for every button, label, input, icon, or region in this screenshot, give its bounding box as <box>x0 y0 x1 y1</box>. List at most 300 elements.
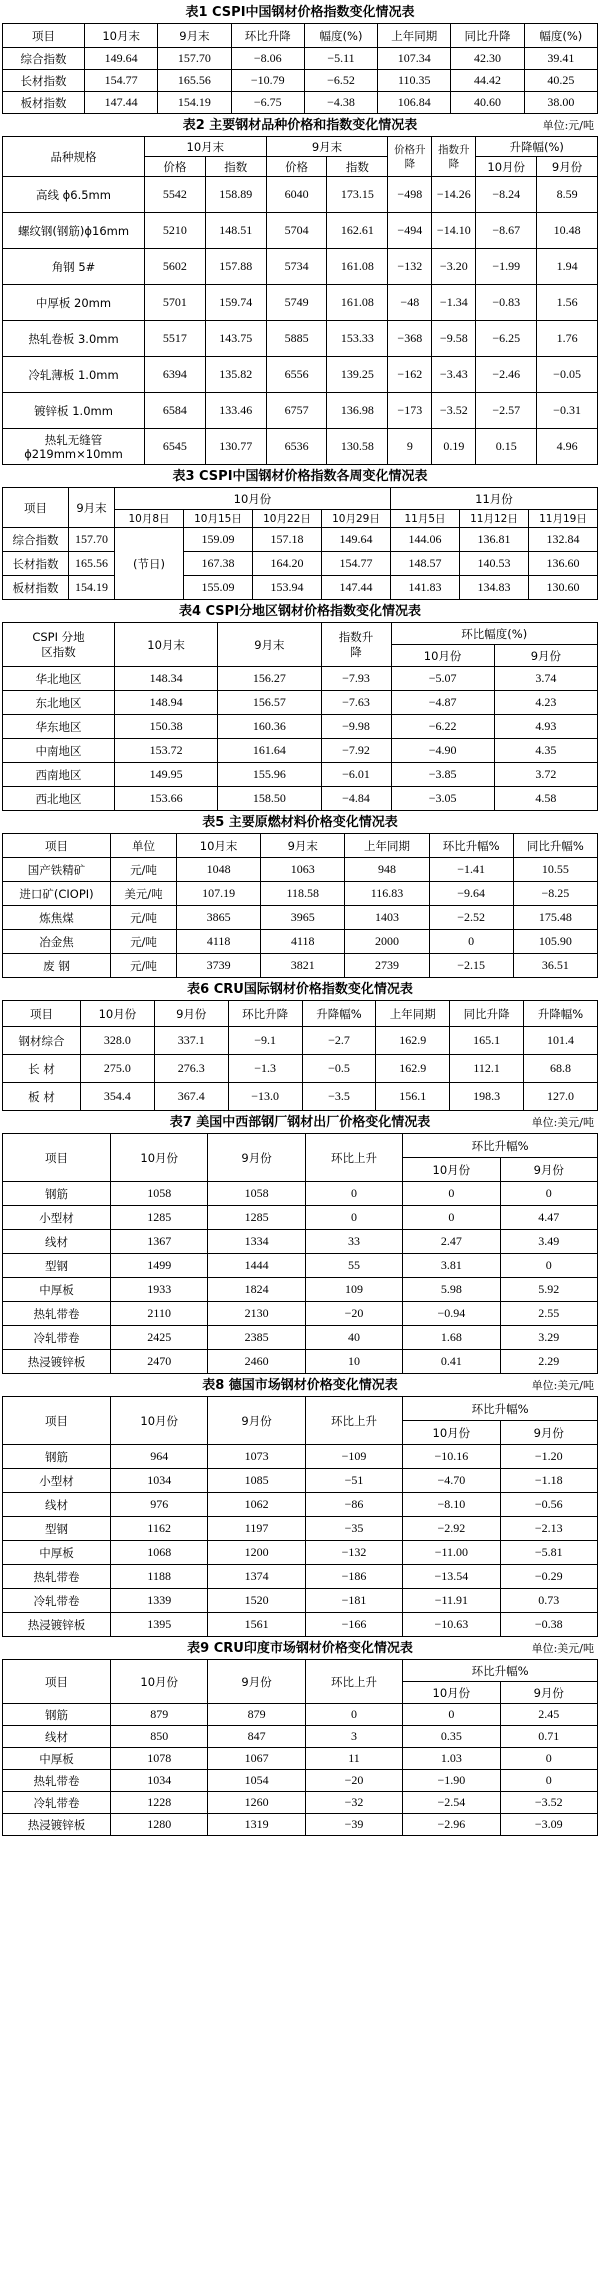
table-cell: 38.00 <box>524 92 597 114</box>
table-cell: −9.58 <box>432 321 476 357</box>
table-cell: 1048 <box>177 858 261 882</box>
table-cell: −14.26 <box>432 177 476 213</box>
table-cell: 1285 <box>111 1206 208 1230</box>
table9-row-label: 冷轧带卷 <box>3 1792 111 1814</box>
table3-col-sep-end: 9月末 <box>69 488 115 528</box>
table-cell: 10.55 <box>513 858 597 882</box>
table-cell: 105.90 <box>513 930 597 954</box>
table-cell: 276.3 <box>154 1055 228 1083</box>
table-cell: 3865 <box>177 906 261 930</box>
table2-title <box>2 116 598 136</box>
table-row <box>3 906 598 930</box>
table5-header-row <box>3 834 598 858</box>
table-row <box>3 357 598 393</box>
table5-title: 表5 主要原燃材料价格变化情况表 <box>202 815 398 830</box>
table-cell: 149.95 <box>115 763 218 787</box>
table-cell: −0.05 <box>537 357 598 393</box>
table-cell: −10.63 <box>403 1613 500 1637</box>
table9-title <box>2 1639 598 1659</box>
table6 <box>2 1000 598 1111</box>
table-cell: 68.8 <box>524 1055 598 1083</box>
table7-row-label: 热浸镀锌板 <box>3 1350 111 1374</box>
table-cell: −9.98 <box>321 715 391 739</box>
table3-cell: 140.53 <box>460 552 529 576</box>
table-cell: −2.52 <box>429 906 513 930</box>
table-cell: 1824 <box>208 1278 305 1302</box>
table-cell: −8.10 <box>403 1493 500 1517</box>
table-cell: 337.1 <box>154 1027 228 1055</box>
table-cell: 328.0 <box>81 1027 155 1055</box>
table-cell: 1.94 <box>537 249 598 285</box>
table-cell: −5.81 <box>500 1541 597 1565</box>
table8-row-label: 热轧带卷 <box>3 1565 111 1589</box>
table-cell: 11 <box>305 1748 402 1770</box>
table-cell: 42.30 <box>451 48 524 70</box>
table-cell: 156.27 <box>218 667 321 691</box>
table-cell: 4.96 <box>537 429 598 465</box>
table2-unit: 单位:元/吨 <box>542 119 594 132</box>
table4-col-pct-sep: 9月份 <box>494 645 597 667</box>
table-cell: −20 <box>305 1770 402 1792</box>
table6-col-mom-pct: 升降幅% <box>302 1001 376 1027</box>
table-row <box>3 552 598 576</box>
table7-col-sep: 9月份 <box>208 1134 305 1182</box>
table-row <box>3 1083 598 1111</box>
table-cell: 1067 <box>208 1748 305 1770</box>
table9-col-mom-change: 环比上升 <box>305 1660 402 1704</box>
table-cell: −132 <box>388 249 432 285</box>
table4-row-label: 西北地区 <box>3 787 115 811</box>
table-row <box>3 213 598 249</box>
table-row <box>3 528 598 552</box>
table2-row-label: 角钢 5# <box>3 249 145 285</box>
table2-row-label: 热轧卷板 3.0mm <box>3 321 145 357</box>
table-cell: 1395 <box>111 1613 208 1637</box>
table-row <box>3 1254 598 1278</box>
table-cell: 147.44 <box>85 92 158 114</box>
table2-row-label: 镀锌板 1.0mm <box>3 393 145 429</box>
table2-col-sep-index: 指数 <box>327 157 388 177</box>
table-cell: −109 <box>305 1445 402 1469</box>
table-cell: −166 <box>305 1613 402 1637</box>
table-cell: 1162 <box>111 1517 208 1541</box>
table-cell: 948 <box>345 858 429 882</box>
table-cell: 3.72 <box>494 763 597 787</box>
table3-cell: 154.77 <box>322 552 391 576</box>
table2-col-pct-sep: 9月份 <box>537 157 598 177</box>
table-cell: 4.35 <box>494 739 597 763</box>
table6-col-sep: 9月份 <box>154 1001 228 1027</box>
table-cell: −1.3 <box>228 1055 302 1083</box>
table-row <box>3 1565 598 1589</box>
table-cell: −8.24 <box>476 177 537 213</box>
table-cell: 2000 <box>345 930 429 954</box>
table-cell: −35 <box>305 1517 402 1541</box>
table-cell: 116.83 <box>345 882 429 906</box>
table-cell: −368 <box>388 321 432 357</box>
table7-col-pct-sep: 9月份 <box>500 1158 597 1182</box>
table-cell: 0 <box>403 1182 500 1206</box>
table-cell: 44.42 <box>451 70 524 92</box>
table-cell: −0.29 <box>500 1565 597 1589</box>
table-cell: −498 <box>388 177 432 213</box>
table-cell: −1.20 <box>500 1445 597 1469</box>
table-cell: 139.25 <box>327 357 388 393</box>
table-cell: 1073 <box>208 1445 305 1469</box>
table6-col-oct: 10月份 <box>81 1001 155 1027</box>
table9-row-label: 钢筋 <box>3 1704 111 1726</box>
table2-section <box>2 116 598 465</box>
table3-cell: 144.06 <box>391 528 460 552</box>
table-cell: 40 <box>305 1326 402 1350</box>
table-row <box>3 1589 598 1613</box>
table-cell: 101.4 <box>524 1027 598 1055</box>
table-cell: 110.35 <box>378 70 451 92</box>
table-cell: 5517 <box>145 321 206 357</box>
table-cell: 0 <box>403 1704 500 1726</box>
table-cell: −132 <box>305 1541 402 1565</box>
table-cell: 850 <box>111 1726 208 1748</box>
table8-col-sep: 9月份 <box>208 1397 305 1445</box>
table-cell: 165.56 <box>158 70 231 92</box>
table-cell: −7.93 <box>321 667 391 691</box>
table-cell: 156.1 <box>376 1083 450 1111</box>
table2-row-label: 螺纹钢(钢筋)ϕ16mm <box>3 213 145 249</box>
table-cell: 4.23 <box>494 691 597 715</box>
table-cell: 6536 <box>266 429 327 465</box>
table9-col-item: 项目 <box>3 1660 111 1704</box>
table-cell: −4.90 <box>391 739 494 763</box>
table-cell: −0.38 <box>500 1613 597 1637</box>
table-row <box>3 177 598 213</box>
table3-cell: 132.84 <box>529 528 598 552</box>
table-cell: 40.25 <box>524 70 597 92</box>
table3-holiday: (节日) <box>115 528 184 600</box>
table8-col-pct-oct: 10月份 <box>403 1421 500 1445</box>
table2-col-pct-oct: 10月份 <box>476 157 537 177</box>
table-row <box>3 48 598 70</box>
table1-title: 表1 CSPI中国钢材价格指数变化情况表 <box>185 5 415 20</box>
table-cell: 153.33 <box>327 321 388 357</box>
table9-col-sep: 9月份 <box>208 1660 305 1704</box>
table-cell: 367.4 <box>154 1083 228 1111</box>
table-cell: −0.5 <box>302 1055 376 1083</box>
table-cell: 175.48 <box>513 906 597 930</box>
table-cell: 5.92 <box>500 1278 597 1302</box>
table-cell: 130.77 <box>205 429 266 465</box>
table-row <box>3 858 598 882</box>
table-cell: 3.74 <box>494 667 597 691</box>
table-cell: 4.58 <box>494 787 597 811</box>
table-cell: 130.58 <box>327 429 388 465</box>
table3-week-2: 10月15日 <box>184 510 253 528</box>
table-cell: −2.92 <box>403 1517 500 1541</box>
table5-row-label: 废 钢 <box>3 954 111 978</box>
table-cell: 6757 <box>266 393 327 429</box>
table3-col-nov: 11月份 <box>391 488 598 510</box>
table9-section <box>2 1639 598 1836</box>
table8-col-pct-sep: 9月份 <box>500 1421 597 1445</box>
table-cell: −2.96 <box>403 1814 500 1836</box>
table-cell: −2.46 <box>476 357 537 393</box>
table-cell: 148.34 <box>115 667 218 691</box>
table2-col-pct: 升降幅(%) <box>476 137 598 157</box>
table-cell: −13.54 <box>403 1565 500 1589</box>
table9-row-label: 热浸镀锌板 <box>3 1814 111 1836</box>
table-cell: −8.25 <box>513 882 597 906</box>
table-cell: 55 <box>305 1254 402 1278</box>
table8 <box>2 1396 598 1637</box>
table-cell: 354.4 <box>81 1083 155 1111</box>
table-row <box>3 1493 598 1517</box>
table8-col-oct: 10月份 <box>111 1397 208 1445</box>
table3-cell: 136.81 <box>460 528 529 552</box>
table-cell: 165.1 <box>450 1027 524 1055</box>
table8-row-label: 冷轧带卷 <box>3 1589 111 1613</box>
table3-col-item: 项目 <box>3 488 69 528</box>
table-cell: 159.74 <box>205 285 266 321</box>
table-cell: 1.03 <box>403 1748 500 1770</box>
table-row <box>3 1445 598 1469</box>
table2-header-row-1 <box>3 137 598 157</box>
table3-cell: 153.94 <box>253 576 322 600</box>
table3-header-row-1 <box>3 488 598 510</box>
table-cell: 1200 <box>208 1541 305 1565</box>
table-cell: 158.89 <box>205 177 266 213</box>
table7-col-mom-change: 环比上升 <box>305 1134 402 1182</box>
table-cell: 1285 <box>208 1206 305 1230</box>
table-cell: −13.0 <box>228 1083 302 1111</box>
table-cell: 109 <box>305 1278 402 1302</box>
table-cell: 1062 <box>208 1493 305 1517</box>
table9-unit: 单位:美元/吨 <box>531 1642 594 1655</box>
table-cell: −0.56 <box>500 1493 597 1517</box>
table3-cell: 148.57 <box>391 552 460 576</box>
table-cell: 847 <box>208 1726 305 1748</box>
table-cell: −1.41 <box>429 858 513 882</box>
table8-row-label: 小型材 <box>3 1469 111 1493</box>
table6-row-label: 钢材综合 <box>3 1027 81 1055</box>
table5-row-label: 炼焦煤 <box>3 906 111 930</box>
table-cell: 3 <box>305 1726 402 1748</box>
table-cell: −20 <box>305 1302 402 1326</box>
table-cell: 162.9 <box>376 1027 450 1055</box>
table2-title-text: 表2 主要钢材品种价格和指数变化情况表 <box>182 118 418 133</box>
table-cell: −0.31 <box>537 393 598 429</box>
table3-week-3: 10月22日 <box>253 510 322 528</box>
table2-row-label: 中厚板 20mm <box>3 285 145 321</box>
table-cell: 198.3 <box>450 1083 524 1111</box>
table-cell: 10 <box>305 1350 402 1374</box>
table-cell: −186 <box>305 1565 402 1589</box>
table-cell: 0 <box>305 1182 402 1206</box>
table-cell: −3.43 <box>432 357 476 393</box>
table7-row-label: 热轧带卷 <box>3 1302 111 1326</box>
table8-row-label: 线材 <box>3 1493 111 1517</box>
table-cell: 0 <box>403 1206 500 1230</box>
table1-col-sep-end: 9月末 <box>158 24 231 48</box>
table4-title: 表4 CSPI分地区钢材价格指数变化情况表 <box>178 604 422 619</box>
table-cell: 6040 <box>266 177 327 213</box>
table-cell: 5602 <box>145 249 206 285</box>
table-cell: 2110 <box>111 1302 208 1326</box>
table-cell: 1.68 <box>403 1326 500 1350</box>
table-cell: 1499 <box>111 1254 208 1278</box>
table-cell: 1444 <box>208 1254 305 1278</box>
table-cell: 3965 <box>261 906 345 930</box>
table1-row-label: 板材指数 <box>3 92 85 114</box>
table3-cell: 155.09 <box>184 576 253 600</box>
table5-section <box>2 813 598 978</box>
table-cell: 1058 <box>111 1182 208 1206</box>
table-cell: −4.38 <box>304 92 377 114</box>
table4-row-label: 西南地区 <box>3 763 115 787</box>
table-row <box>3 249 598 285</box>
table5-col-unit: 单位 <box>111 834 177 858</box>
table8-header-row-1 <box>3 1397 598 1421</box>
table-cell: −3.20 <box>432 249 476 285</box>
table2-col-oct-end: 10月末 <box>145 137 267 157</box>
table-cell: 153.72 <box>115 739 218 763</box>
table-cell: 39.41 <box>524 48 597 70</box>
table-cell: 10.48 <box>537 213 598 249</box>
table-cell: 149.64 <box>85 48 158 70</box>
table-cell: −494 <box>388 213 432 249</box>
table-cell: 2739 <box>345 954 429 978</box>
table1-row-label: 长材指数 <box>3 70 85 92</box>
table-cell: 1403 <box>345 906 429 930</box>
table-cell: 3739 <box>177 954 261 978</box>
table9-col-pct-sep: 9月份 <box>500 1682 597 1704</box>
table5-col-item: 项目 <box>3 834 111 858</box>
table-cell: −51 <box>305 1469 402 1493</box>
table-cell: −3.52 <box>500 1792 597 1814</box>
table-cell: 1034 <box>111 1469 208 1493</box>
table-cell: −8.06 <box>231 48 304 70</box>
table1-col-mom-change: 环比升降 <box>231 24 304 48</box>
table-cell: 3.81 <box>403 1254 500 1278</box>
table-cell: 33 <box>305 1230 402 1254</box>
table4-row-label: 华东地区 <box>3 715 115 739</box>
table-cell: 1058 <box>208 1182 305 1206</box>
table3-cell: 136.60 <box>529 552 598 576</box>
table7-unit: 单位:美元/吨 <box>531 1116 594 1129</box>
table8-row-label: 中厚板 <box>3 1541 111 1565</box>
table-cell: 106.84 <box>378 92 451 114</box>
table-row <box>3 1350 598 1374</box>
table5-row-label: 国产铁精矿 <box>3 858 111 882</box>
table3-col-oct: 10月份 <box>115 488 391 510</box>
table-cell: 6556 <box>266 357 327 393</box>
table7 <box>2 1133 598 1374</box>
table6-col-yoy-pct: 升降幅% <box>524 1001 598 1027</box>
table-cell: 5734 <box>266 249 327 285</box>
table-cell: −6.52 <box>304 70 377 92</box>
table-cell: −2.54 <box>403 1792 500 1814</box>
table-cell: −1.34 <box>432 285 476 321</box>
table-row <box>3 1541 598 1565</box>
table-cell: 153.66 <box>115 787 218 811</box>
table3-sep-value: 157.70 <box>69 528 115 552</box>
table-cell: −3.85 <box>391 763 494 787</box>
table1-col-yoy-pct: 幅度(%) <box>524 24 597 48</box>
table3-cell: 147.44 <box>322 576 391 600</box>
table-cell: 40.60 <box>451 92 524 114</box>
table-row <box>3 1792 598 1814</box>
table-cell: 0.35 <box>403 1726 500 1748</box>
table3-title: 表3 CSPI中国钢材价格指数各周变化情况表 <box>172 469 428 484</box>
table-cell: −7.92 <box>321 739 391 763</box>
table8-section <box>2 1376 598 1637</box>
table-cell: 元/吨 <box>111 858 177 882</box>
table-cell: −11.91 <box>403 1589 500 1613</box>
table-row <box>3 787 598 811</box>
table-cell: 1334 <box>208 1230 305 1254</box>
table6-header-row <box>3 1001 598 1027</box>
table-row <box>3 576 598 600</box>
table-cell: 1561 <box>208 1613 305 1637</box>
table-cell: 0.15 <box>476 429 537 465</box>
table-cell: 161.08 <box>327 285 388 321</box>
table9-title-text: 表9 CRU印度市场钢材价格变化情况表 <box>187 1641 413 1656</box>
table-row <box>3 1517 598 1541</box>
table-cell: 1063 <box>261 858 345 882</box>
table2-col-price-change: 价格升降 <box>388 137 432 177</box>
table1-header-row <box>3 24 598 48</box>
table4-col-index-change: 指数升降 <box>321 623 391 667</box>
table8-col-pct: 环比升幅% <box>403 1397 598 1421</box>
table3-week-6: 11月12日 <box>460 510 529 528</box>
table-cell: 964 <box>111 1445 208 1469</box>
table-cell: 5542 <box>145 177 206 213</box>
table5 <box>2 833 598 978</box>
table-cell: 2460 <box>208 1350 305 1374</box>
table6-col-item: 项目 <box>3 1001 81 1027</box>
table-row <box>3 92 598 114</box>
table4-section <box>2 602 598 811</box>
table-cell: −32 <box>305 1792 402 1814</box>
table-row <box>3 70 598 92</box>
table-cell: −181 <box>305 1589 402 1613</box>
table4-col-sep-end: 9月末 <box>218 623 321 667</box>
table9-col-pct: 环比升幅% <box>403 1660 598 1682</box>
table-cell: 0 <box>500 1748 597 1770</box>
table-cell: 879 <box>111 1704 208 1726</box>
table-cell: 1.76 <box>537 321 598 357</box>
table7-title <box>2 1113 598 1133</box>
table-cell: −3.52 <box>432 393 476 429</box>
table3-week-1: 10月8日 <box>115 510 184 528</box>
table-cell: −2.15 <box>429 954 513 978</box>
table-cell: 976 <box>111 1493 208 1517</box>
table-cell: 6584 <box>145 393 206 429</box>
table2 <box>2 136 598 465</box>
table-cell: 148.94 <box>115 691 218 715</box>
table8-unit: 单位:美元/吨 <box>531 1379 594 1392</box>
table3-cell: 157.18 <box>253 528 322 552</box>
table-cell: −7.63 <box>321 691 391 715</box>
table3-cell: 167.38 <box>184 552 253 576</box>
table-cell: 155.96 <box>218 763 321 787</box>
table-cell: −86 <box>305 1493 402 1517</box>
table-cell: 148.51 <box>205 213 266 249</box>
table3-row-name: 长材指数 <box>3 552 69 576</box>
table-cell: 1188 <box>111 1565 208 1589</box>
table-cell: −6.22 <box>391 715 494 739</box>
table7-section <box>2 1113 598 1374</box>
table-cell: 1374 <box>208 1565 305 1589</box>
table-cell: 157.88 <box>205 249 266 285</box>
